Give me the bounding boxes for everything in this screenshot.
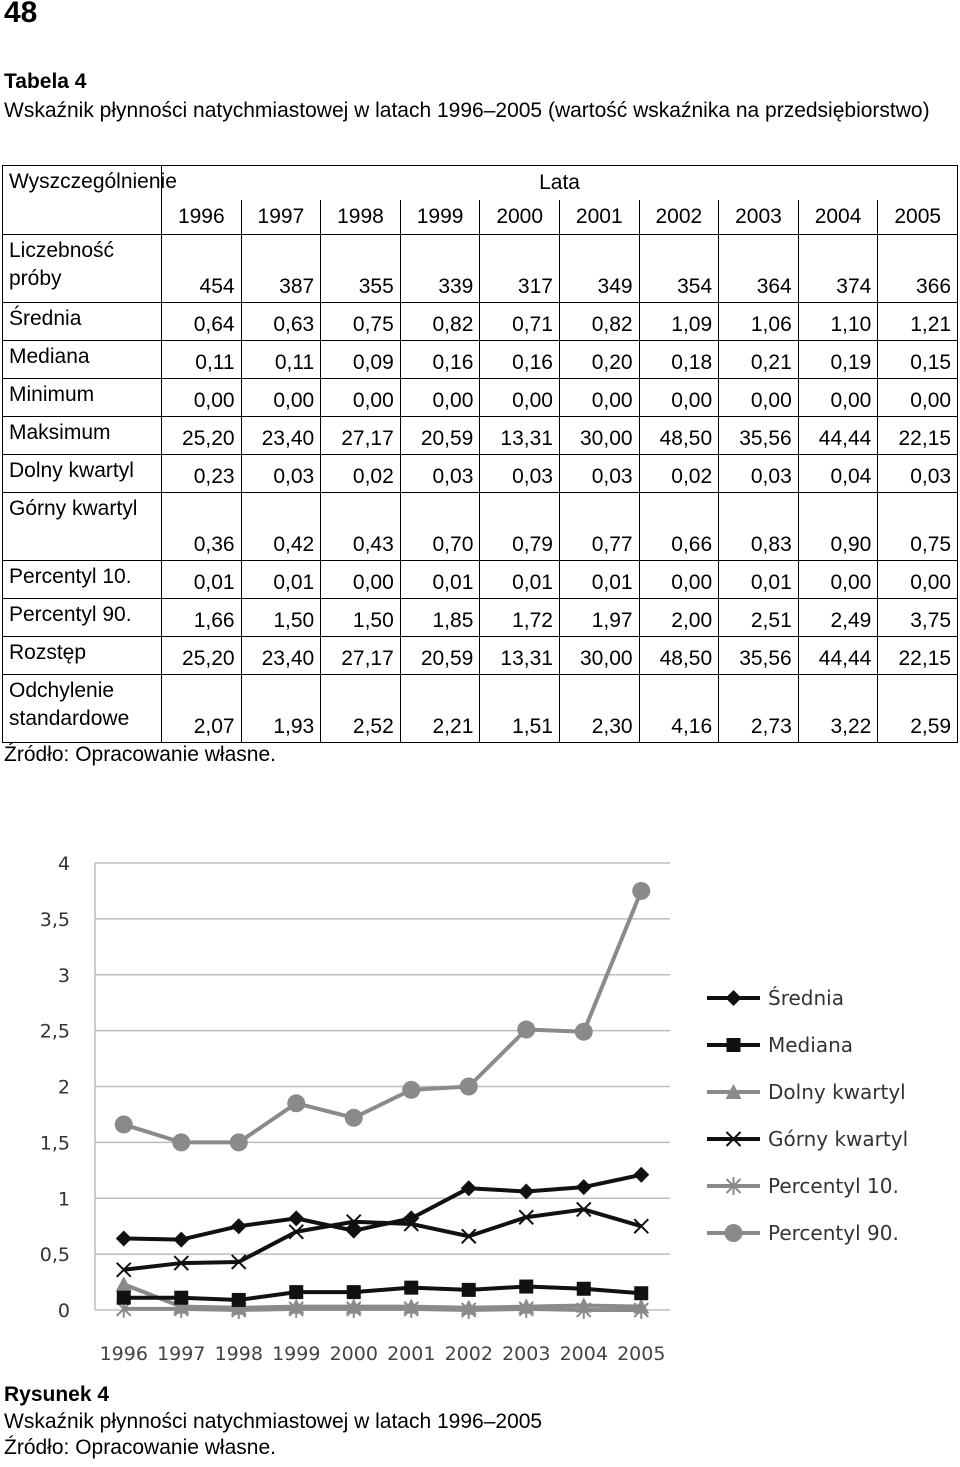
year-header: 1997 xyxy=(241,200,321,235)
row-label: Percentyl 10. xyxy=(3,561,162,599)
table-cell: 0,82 xyxy=(559,303,639,341)
table-cell: 0,00 xyxy=(321,561,401,599)
table-cell: 0,75 xyxy=(878,493,958,561)
table-cell: 0,00 xyxy=(639,379,719,417)
table-cell: 0,01 xyxy=(162,561,242,599)
legend-label: Percentyl 10. xyxy=(768,1174,899,1198)
table-cell: 13,31 xyxy=(480,417,560,455)
page-number: 48 xyxy=(4,0,38,29)
y-tick-label: 3,5 xyxy=(39,908,70,931)
data-point xyxy=(347,1285,361,1299)
table-cell: 0,16 xyxy=(480,341,560,379)
table-cell: 0,00 xyxy=(480,379,560,417)
data-point xyxy=(287,1094,305,1112)
table-cell: 0,00 xyxy=(878,379,958,417)
year-header: 1998 xyxy=(321,200,401,235)
row-label: Maksimum xyxy=(3,417,162,455)
x-tick-label: 2000 xyxy=(329,1343,378,1365)
table-cell: 0,21 xyxy=(719,341,799,379)
table-cell: 0,64 xyxy=(162,303,242,341)
table-cell: 2,07 xyxy=(162,675,242,743)
table-cell: 0,63 xyxy=(241,303,321,341)
table-cell: 0,03 xyxy=(400,455,480,493)
x-tick-label: 2005 xyxy=(617,1343,666,1365)
data-table xyxy=(2,165,958,743)
row-label: Percentyl 90. xyxy=(3,599,162,637)
table-cell: 0,01 xyxy=(400,561,480,599)
y-tick-label: 3 xyxy=(57,964,70,987)
table-cell: 2,51 xyxy=(719,599,799,637)
legend-marker xyxy=(727,1038,741,1052)
year-header: 1999 xyxy=(400,200,480,235)
data-point xyxy=(519,1280,533,1294)
group-header: Lata xyxy=(162,166,958,201)
table-cell: 0,75 xyxy=(321,303,401,341)
year-header: 2004 xyxy=(798,200,878,235)
table-cell: 22,15 xyxy=(878,417,958,455)
table-cell: 0,42 xyxy=(241,493,321,561)
legend-marker xyxy=(726,990,742,1006)
table-row xyxy=(3,235,958,303)
table-cell: 0,71 xyxy=(480,303,560,341)
table-cell: 20,59 xyxy=(400,417,480,455)
table-cell: 4,16 xyxy=(639,675,719,743)
data-point xyxy=(632,882,650,900)
table-cell: 1,85 xyxy=(400,599,480,637)
table-cell: 2,49 xyxy=(798,599,878,637)
table-row xyxy=(3,637,958,675)
table-cell: 2,00 xyxy=(639,599,719,637)
table-cell: 0,20 xyxy=(559,341,639,379)
table-row xyxy=(3,379,958,417)
table-cell: 355 xyxy=(321,235,401,303)
table-cell: 317 xyxy=(480,235,560,303)
y-tick-label: 1,5 xyxy=(39,1132,70,1155)
row-label: Liczebność próby xyxy=(3,235,162,303)
figure-label: Rysunek 4 xyxy=(4,1383,110,1406)
table-cell: 0,43 xyxy=(321,493,401,561)
series-line xyxy=(124,1309,642,1310)
table-cell: 1,10 xyxy=(798,303,878,341)
table-cell: 1,21 xyxy=(878,303,958,341)
x-tick-label: 2003 xyxy=(502,1343,551,1365)
data-point xyxy=(116,1230,132,1246)
table-cell: 349 xyxy=(559,235,639,303)
table-cell: 2,59 xyxy=(878,675,958,743)
x-tick-label: 2001 xyxy=(387,1343,436,1365)
row-label: Minimum xyxy=(3,379,162,417)
table-cell: 0,01 xyxy=(559,561,639,599)
table-cell: 387 xyxy=(241,235,321,303)
table-cell: 0,00 xyxy=(798,561,878,599)
table-row xyxy=(3,561,958,599)
table-cell: 374 xyxy=(798,235,878,303)
table-cell: 0,00 xyxy=(639,561,719,599)
table-cell: 0,90 xyxy=(798,493,878,561)
table-cell: 0,01 xyxy=(241,561,321,599)
y-tick-label: 2,5 xyxy=(39,1020,70,1043)
y-tick-label: 2 xyxy=(57,1076,70,1099)
x-tick-label: 1997 xyxy=(157,1343,206,1365)
table-cell: 0,00 xyxy=(798,379,878,417)
series-line xyxy=(124,1209,642,1269)
series-line xyxy=(124,891,642,1142)
data-point xyxy=(173,1232,189,1248)
table-row xyxy=(3,341,958,379)
table-cell: 366 xyxy=(878,235,958,303)
data-point xyxy=(174,1291,188,1305)
table-cell: 0,00 xyxy=(162,379,242,417)
year-header: 1996 xyxy=(162,200,242,235)
table-cell: 1,51 xyxy=(480,675,560,743)
table-cell: 25,20 xyxy=(162,417,242,455)
data-point xyxy=(115,1115,133,1133)
data-point xyxy=(346,1223,362,1239)
table-cell: 0,79 xyxy=(480,493,560,561)
x-tick-label: 1999 xyxy=(272,1343,321,1365)
legend-label: Średnia xyxy=(768,986,844,1010)
table-cell: 2,21 xyxy=(400,675,480,743)
table-cell: 0,19 xyxy=(798,341,878,379)
table-cell: 0,82 xyxy=(400,303,480,341)
table-row xyxy=(3,599,958,637)
data-point xyxy=(576,1179,592,1195)
table-cell: 1,50 xyxy=(321,599,401,637)
table-cell: 20,59 xyxy=(400,637,480,675)
table-cell: 27,17 xyxy=(321,637,401,675)
row-label: Górny kwartyl xyxy=(3,493,162,561)
data-point xyxy=(577,1282,591,1296)
x-tick-label: 2002 xyxy=(444,1343,493,1365)
table-cell: 30,00 xyxy=(559,417,639,455)
table-row xyxy=(3,675,958,743)
table-cell: 48,50 xyxy=(639,637,719,675)
data-point xyxy=(289,1285,303,1299)
x-tick-label: 2004 xyxy=(559,1343,608,1365)
table-cell: 0,11 xyxy=(162,341,242,379)
table-cell: 0,09 xyxy=(321,341,401,379)
table-cell: 25,20 xyxy=(162,637,242,675)
table-cell: 1,93 xyxy=(241,675,321,743)
y-tick-label: 0,5 xyxy=(39,1244,70,1267)
table-cell: 0,15 xyxy=(878,341,958,379)
table-cell: 23,40 xyxy=(241,417,321,455)
table-cell: 2,52 xyxy=(321,675,401,743)
table-cell: 30,00 xyxy=(559,637,639,675)
table-cell: 0,00 xyxy=(321,379,401,417)
table-cell: 0,03 xyxy=(719,455,799,493)
table-cell: 0,01 xyxy=(480,561,560,599)
data-point xyxy=(462,1283,476,1297)
table-cell: 0,23 xyxy=(162,455,242,493)
table-cell: 354 xyxy=(639,235,719,303)
row-label: Mediana xyxy=(3,341,162,379)
table-header-row xyxy=(3,166,958,201)
legend-marker xyxy=(725,1224,743,1242)
data-point xyxy=(575,1023,593,1041)
line-chart xyxy=(0,838,960,1378)
table-cell: 1,50 xyxy=(241,599,321,637)
table-cell: 2,30 xyxy=(559,675,639,743)
figure-caption: Wskaźnik płynności natychmiastowej w latach 1996–2005 xyxy=(4,1410,543,1433)
table-cell: 0,01 xyxy=(719,561,799,599)
table-cell: 1,72 xyxy=(480,599,560,637)
y-tick-label: 0 xyxy=(57,1300,70,1322)
row-label: Średnia xyxy=(3,303,162,341)
table-cell: 1,09 xyxy=(639,303,719,341)
year-header: 2005 xyxy=(878,200,958,235)
table-cell: 13,31 xyxy=(480,637,560,675)
figure-source: Źródło: Opracowanie własne. xyxy=(4,1436,276,1459)
data-point xyxy=(633,1167,649,1183)
table-cell: 2,73 xyxy=(719,675,799,743)
data-point xyxy=(518,1184,534,1200)
data-point xyxy=(345,1109,363,1127)
table-cell: 27,17 xyxy=(321,417,401,455)
data-point xyxy=(461,1180,477,1196)
y-tick-label: 4 xyxy=(57,853,70,875)
data-point xyxy=(117,1291,131,1305)
data-point xyxy=(232,1293,246,1307)
table-cell: 454 xyxy=(162,235,242,303)
table-cell: 0,04 xyxy=(798,455,878,493)
table-cell: 0,11 xyxy=(241,341,321,379)
table-cell: 0,03 xyxy=(241,455,321,493)
table-cell: 35,56 xyxy=(719,637,799,675)
legend-label: Mediana xyxy=(768,1033,853,1057)
table-body xyxy=(3,235,958,743)
table-cell: 44,44 xyxy=(798,637,878,675)
table-cell: 0,00 xyxy=(878,561,958,599)
data-point xyxy=(288,1210,304,1226)
data-point xyxy=(517,1021,535,1039)
row-label: Rozstęp xyxy=(3,637,162,675)
x-tick-label: 1996 xyxy=(99,1343,148,1365)
table-cell: 0,00 xyxy=(400,379,480,417)
table-cell: 0,66 xyxy=(639,493,719,561)
data-point xyxy=(460,1078,478,1096)
data-point xyxy=(404,1281,418,1295)
table-source: Źródło: Opracowanie własne. xyxy=(4,743,276,766)
year-header: 2002 xyxy=(639,200,719,235)
table-row xyxy=(3,455,958,493)
table-cell: 0,77 xyxy=(559,493,639,561)
table-cell: 0,02 xyxy=(639,455,719,493)
data-point xyxy=(231,1218,247,1234)
table-cell: 0,36 xyxy=(162,493,242,561)
corner-header: Wyszczególnienie xyxy=(3,166,162,235)
table-cell: 0,70 xyxy=(400,493,480,561)
data-point xyxy=(402,1081,420,1099)
table-label: Tabela 4 xyxy=(4,70,87,93)
table-cell: 48,50 xyxy=(639,417,719,455)
legend-label: Górny kwartyl xyxy=(768,1127,909,1151)
table-cell: 339 xyxy=(400,235,480,303)
table-cell: 0,18 xyxy=(639,341,719,379)
table-cell: 35,56 xyxy=(719,417,799,455)
legend-label: Dolny kwartyl xyxy=(768,1080,906,1104)
table-cell: 1,66 xyxy=(162,599,242,637)
x-tick-label: 1998 xyxy=(214,1343,263,1365)
table-cell: 0,16 xyxy=(400,341,480,379)
table-cell: 3,22 xyxy=(798,675,878,743)
table-cell: 1,06 xyxy=(719,303,799,341)
table-caption: Wskaźnik płynności natychmiastowej w latach 1996–2005 (wartość wskaźnika na przedsiębiorstwo) xyxy=(4,99,930,122)
table-cell: 0,03 xyxy=(480,455,560,493)
table-row xyxy=(3,303,958,341)
table-cell: 3,75 xyxy=(878,599,958,637)
table-cell: 0,00 xyxy=(559,379,639,417)
data-point xyxy=(230,1133,248,1151)
data-point xyxy=(634,1286,648,1300)
row-label: Odchylenie standardowe xyxy=(3,675,162,743)
series-line xyxy=(124,1175,642,1240)
table-cell: 364 xyxy=(719,235,799,303)
table-row xyxy=(3,493,958,561)
y-tick-label: 1 xyxy=(57,1188,70,1211)
table-cell: 22,15 xyxy=(878,637,958,675)
row-label: Dolny kwartyl xyxy=(3,455,162,493)
table-cell: 0,00 xyxy=(719,379,799,417)
year-header: 2000 xyxy=(480,200,560,235)
table-cell: 0,03 xyxy=(878,455,958,493)
table-cell: 0,02 xyxy=(321,455,401,493)
table-cell: 0,03 xyxy=(559,455,639,493)
table-cell: 0,00 xyxy=(241,379,321,417)
year-header: 2001 xyxy=(559,200,639,235)
series-line xyxy=(124,1287,642,1300)
table-cell: 23,40 xyxy=(241,637,321,675)
year-header: 2003 xyxy=(719,200,799,235)
table-cell: 0,83 xyxy=(719,493,799,561)
data-point xyxy=(172,1133,190,1151)
table-cell: 1,97 xyxy=(559,599,639,637)
legend-label: Percentyl 90. xyxy=(768,1221,899,1245)
table-row xyxy=(3,417,958,455)
table-cell: 44,44 xyxy=(798,417,878,455)
data-point xyxy=(116,1276,132,1291)
